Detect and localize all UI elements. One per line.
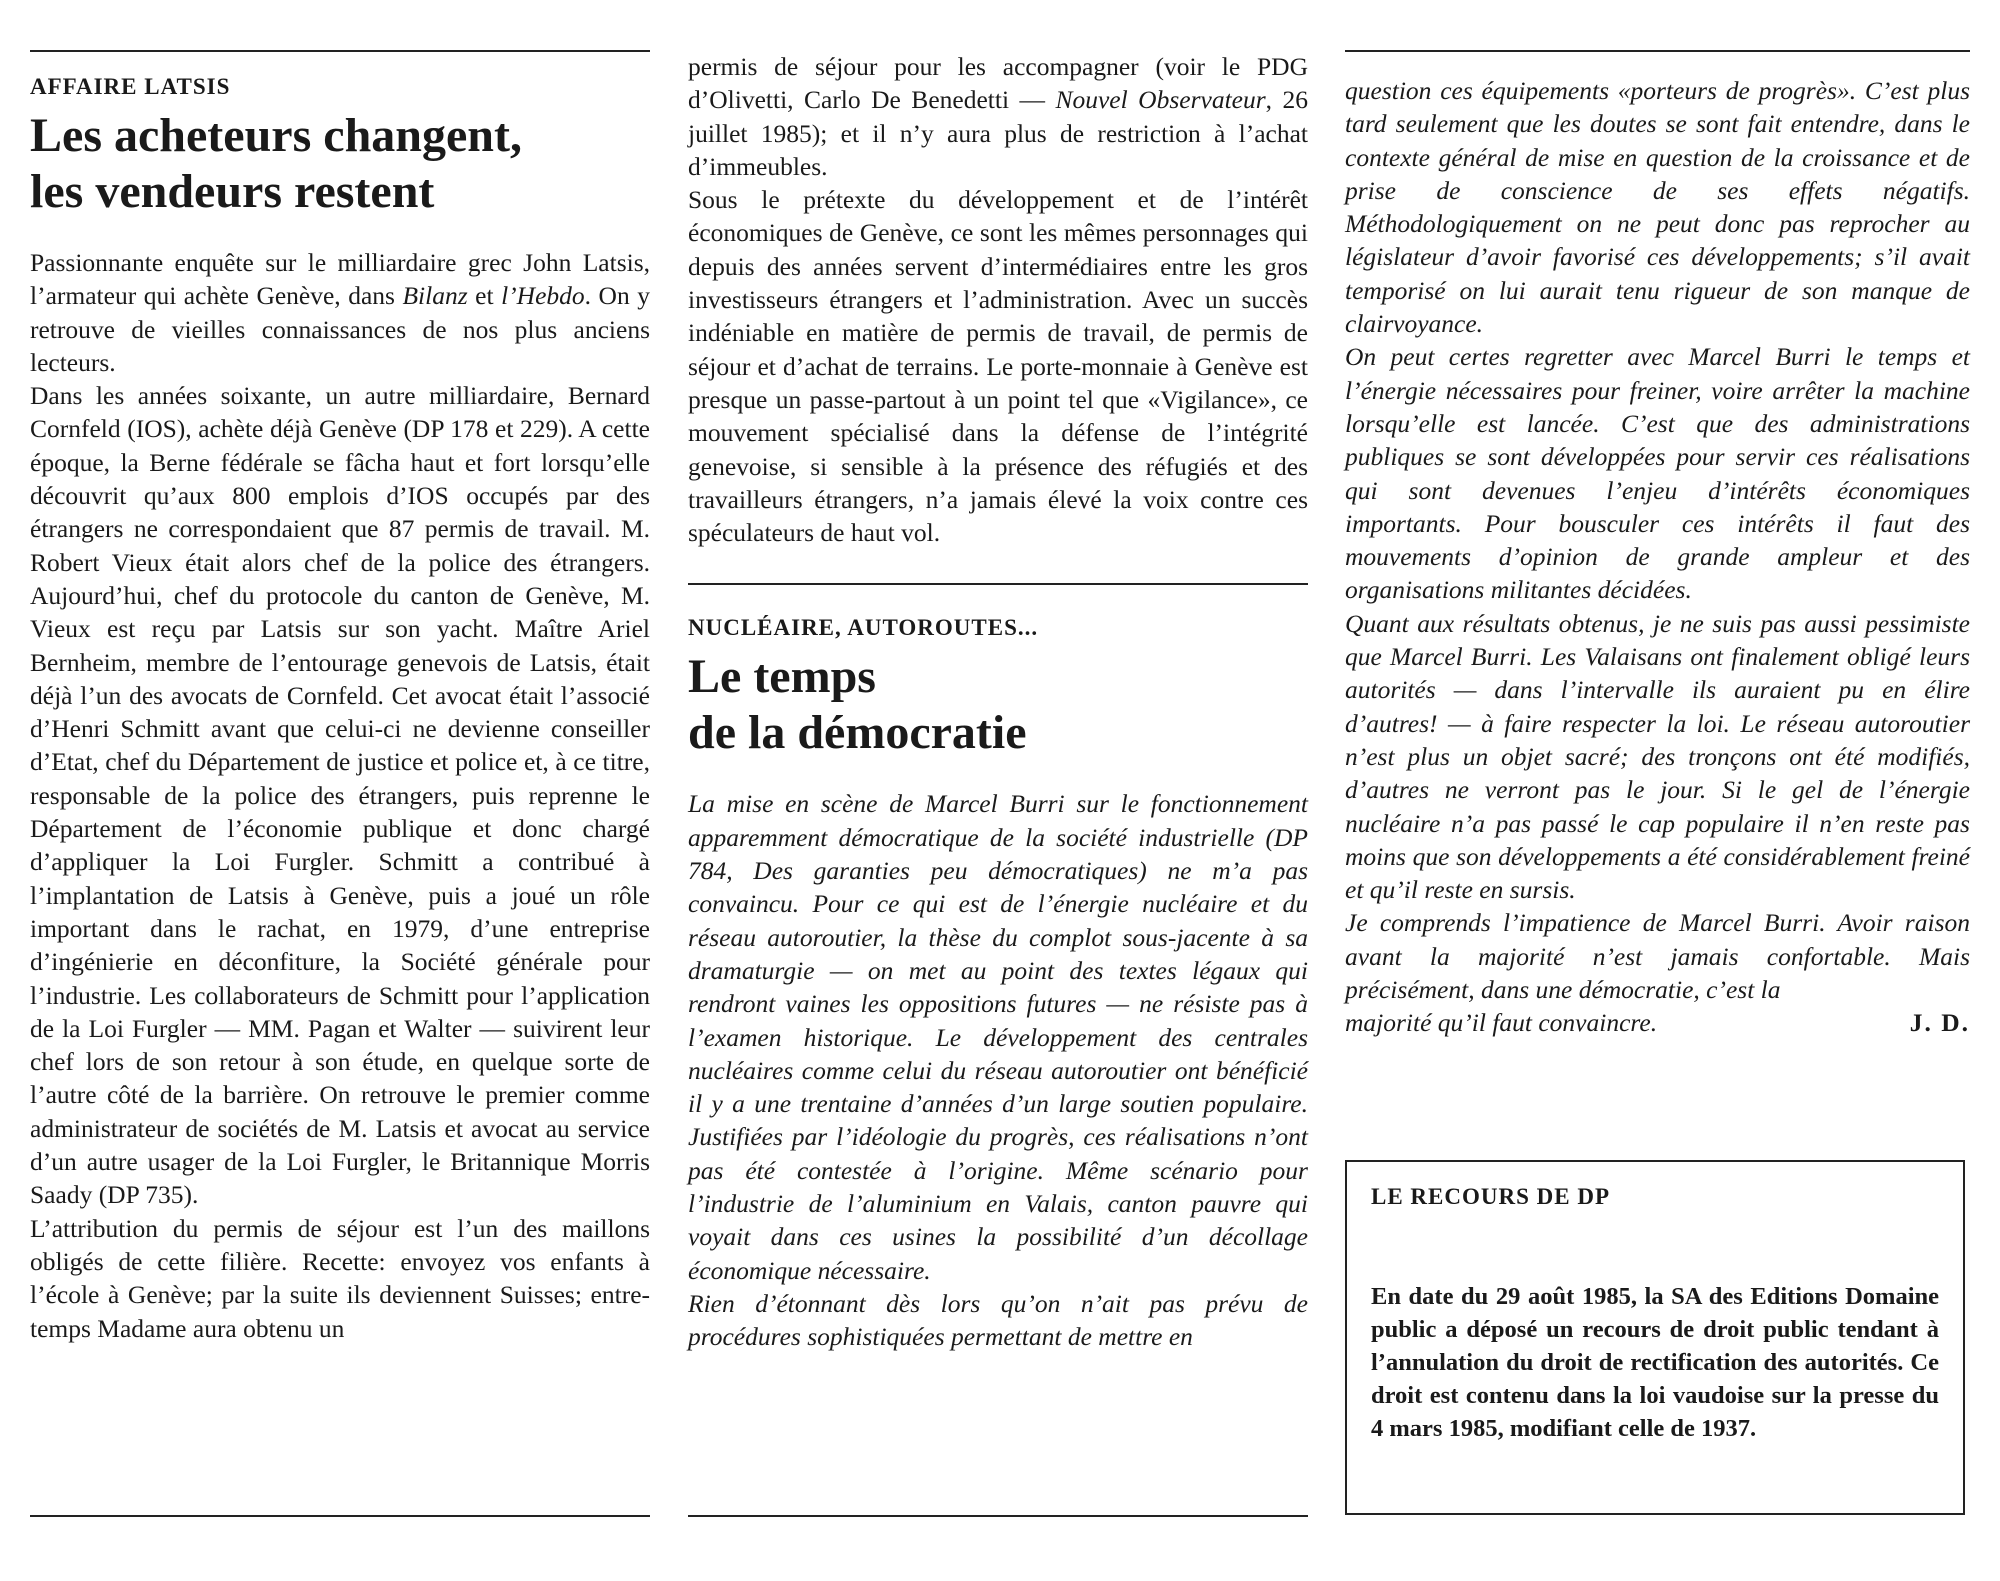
article1-cont-a: permis de séjour pour les accompagner (voir le PDG d’Olivetti, Carlo De Benedetti — (688, 52, 1308, 115)
article2-paragraph (1345, 906, 1970, 1039)
column-2 (688, 50, 1308, 1354)
article2-paragraph: Rien d’étonnant dès lors qu’on n’ait pas prévu de procédures sophistiquées permettant de mettre en (688, 1288, 1308, 1352)
article2-body (688, 787, 1308, 1353)
column-1-bottom-rule (30, 1515, 650, 1517)
article1-kicker: AFFAIRE LATSIS (30, 74, 231, 99)
article1-paragraph: Sous le prétexte du développement et de l’intérêt économiques de Genève, ce sont les mêmes personnages qui depuis des années servent d’intermédiaires entre les gros investisseurs étrangers et l’administration. Avec un succès indéniable en matière de permis de travail, de permis de séjour et d’achat de terrains. Le porte-monnaie à Genève est presque un passe-partout à un point tel que «Vigilance», ce mouvement spécialisé dans la défense de l’intégrité genevoise, si sensible à la présence des réfugiés et des travailleurs étrangers, n’a jamais élevé la voix contre ces spéculateurs de haut vol. (688, 185, 1308, 548)
article2-kicker: NUCLÉAIRE, AUTOROUTES... (688, 615, 1039, 641)
article2-paragraph: On peut certes regretter avec Marcel Burri le temps et l’énergie nécessaires pour freiner, voire arrêter la machine lorsqu’elle est lancée. C’est que des administrations publiques se sont développées pour servir ces réalisations qui sont devenues l’enjeu d’intérêts économiques importants. Pour bousculer ces intérêts il faut des mouvements d’opinion de grande ampleur et des organisations militantes décidées. (1345, 342, 1970, 605)
article1-headline-line2: les vendeurs restent (30, 165, 435, 218)
top-rule (1345, 50, 1970, 52)
article1-paragraph: L’attribution du permis de séjour est l’un des maillons obligés de cette filière. Recette: envoyez vos enfants à l’école à Genève; par la suite ils deviennent Suisses; entre-temps Madame aura obtenu un (30, 1213, 650, 1343)
article2-paragraph: La mise en scène de Marcel Burri sur le fonctionnement apparemment démocratique de la société industrielle (DP 784, Des garanties peu démocratiques) ne m’a pas convaincu. Pour ce qui est de l’énergie nucléaire et du réseau autoroutier, la thèse du complot sous-jacente à sa dramaturgie — on met au point des textes légaux qui rendront vaines les oppositions futures — ne résiste pas à l’examen historique. Le développement des centrales nucléaires comme celui du réseau autoroutier ont bénéficié il y a une trentaine d’années d’un large soutien populaire. Justifiées par l’idéologie du progrès, ces réalisations n’ont pas été contestée à l’origine. Même scénario pour l’industrie de l’aluminium en Valais, canton pauvre qui voyait dans ces usines la possibilité d’un décollage économique nécessaire. (688, 789, 1308, 1285)
article1-cont-b: , 26 juillet 1985); et il n’y aura plus de restriction à l’achat d’immeubles. (688, 85, 1308, 181)
signature-line (1345, 1006, 1970, 1039)
box-text: En date du 29 août 1985, la SA des Editions Domaine public a déposé un recours de droit public tendant à l’annulation du droit de rectification des autorités. Ce droit est contenu dans la loi vaudoise sur la presse du 4 mars 1985, modifiant celle de 1937. (1371, 1283, 1939, 1442)
article2-paragraph: question ces équipements «porteurs de progrès». C’est plus tard seulement que les doutes se sont fait entendre, dans le contexte général de mise en question de la croissance et de prise de conscience de ses effets négatifs. Méthodologiquement on ne peut donc pas reprocher au législateur d’avoir favorisé ces développements; s’il avait temporisé on lui aurait tenu rigueur de son manque de clairvoyance. (1345, 76, 1970, 339)
article1-paragraph (688, 50, 1308, 183)
publication-nouvel-observateur: Nouvel Observateur (1055, 85, 1266, 115)
article2-paragraph: Quant aux résultats obtenus, je ne suis pas aussi pessimiste que Marcel Burri. Les Valaisans ont finalement obligé leurs autorités — dans l’intervalle ils auraient pu en élire d’autres! — à faire respecter la loi. Le réseau autoroutier n’est plus un objet sacré; des tronçons ont été modifiés, d’autres ne verront pas le jour. Si le gel de l’énergie nucléaire n’a pas passé le cap populaire il n’en reste pas moins que son développements a été considérablement freiné et qu’il reste en sursis. (1345, 608, 1970, 905)
article1-body-continued (688, 50, 1308, 549)
article1-paragraph (30, 246, 650, 379)
article1-p1-b: et (467, 281, 502, 311)
article2-body-continued (1345, 74, 1970, 1040)
article1-p1-a: Passionnante enquête sur le milliardaire grec John Latsis, l’armateur qui achète Genève, dans (30, 248, 650, 311)
article2-headline-line1: Le temps (688, 650, 876, 704)
article-separator-rule (688, 583, 1308, 585)
article2-p5: Je comprends l’impatience de Marcel Burri. Avoir raison avant la majorité n’est jamais confortable. Mais précisément, dans une démocratie, c’est la (1345, 908, 1970, 1005)
recours-box (1345, 1160, 1965, 1515)
article1-headline (30, 108, 650, 220)
publication-bilanz: Bilanz (402, 281, 468, 311)
article1-headline-line1: Les acheteurs changent, (30, 109, 522, 162)
box-title: LE RECOURS DE DP (1371, 1184, 1611, 1209)
article1-paragraph: Dans les années soixante, un autre milliardaire, Bernard Cornfeld (IOS), achète déjà Genève (DP 178 et 229). A cette époque, la Berne fédérale se fâcha haut et fort lorsqu’elle découvrit qu’aux 800 emplois d’IOS occupés par des étrangers ne correspondaient que 87 permis de travail. M. Robert Vieux était alors chef de la police des étrangers. Aujourd’hui, chef du protocole du canton de Genève, M. Vieux est reçu par Latsis sur son yacht. Maître Ariel Bernheim, membre de l’entourage genevois de Latsis, était déjà l’un des avocats de Cornfeld. Cet avocat était l’associé d’Henri Schmitt avant que celui-ci ne devienne conseiller d’Etat, chef du Département de justice et police et, à ce titre, responsable de la police des étrangers, puis reprenne le Département de l’économie publique et donc chargé d’appliquer la Loi Furgler. Schmitt a contribué à l’implantation de Latsis à Genève, puis a joué un rôle important dans le rachat, en 1979, d’une entreprise d’ingénierie en déconfiture, la Société générale pour l’industrie. Les collaborateurs de Schmitt pour l’application de la Loi Furgler — MM. Pagan et Walter — suivirent leur chef lors de son retour à son étude, en quelque sorte de l’autre côté de la barrière. On retrouve le premier comme administrateur de sociétés de M. Latsis et avocat au service d’un autre usager de la Loi Furgler, le Britannique Morris Saady (DP 735). (30, 381, 650, 1210)
article1-body (30, 246, 650, 1345)
column-1 (30, 50, 650, 1345)
column-3 (1345, 50, 1970, 1040)
article1-p1-c: . On y retrouve de vieilles connaissances de nos plus anciens lecteurs. (30, 281, 650, 377)
article2-headline (688, 649, 1308, 761)
author-signature: J. D. (1909, 1008, 1970, 1038)
article2-p5-last: majorité qu’il faut convaincre. (1345, 1008, 1658, 1038)
top-rule (30, 50, 650, 52)
column-2-bottom-rule (688, 1515, 1308, 1517)
publication-hebdo: l’Hebdo (501, 281, 585, 311)
article2-headline-line2: de la démocratie (688, 706, 1027, 760)
